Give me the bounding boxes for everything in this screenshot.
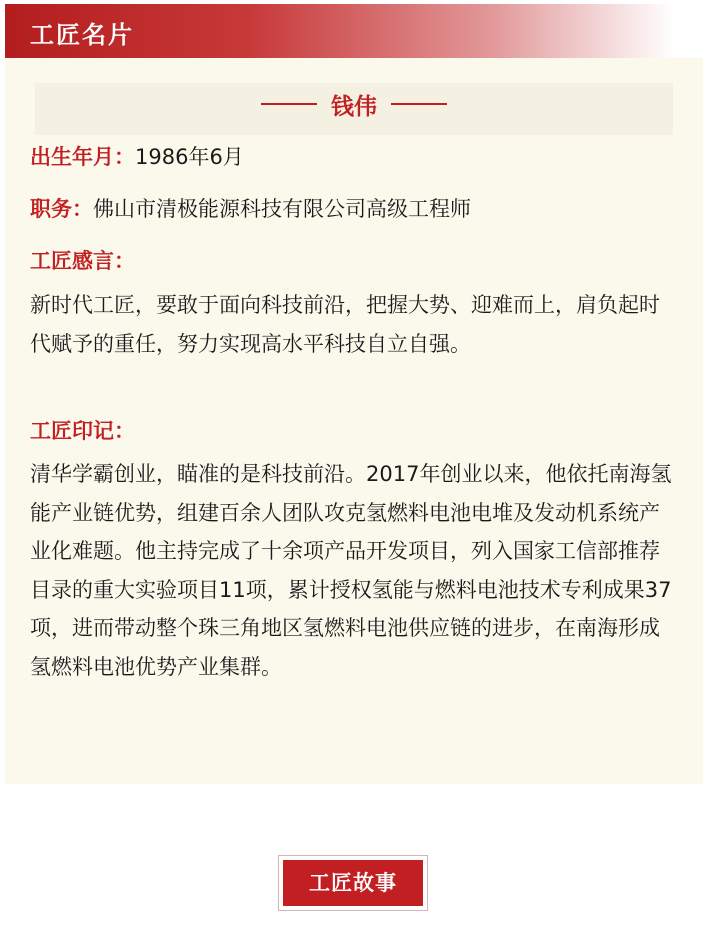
header-banner — [5, 4, 703, 58]
motto-heading — [30, 246, 135, 276]
name-decoration-left — [261, 103, 317, 105]
position-value: 佛山市清极能源科技有限公司高级工程师 — [93, 197, 471, 221]
motto-label: 工匠感言： — [30, 249, 135, 273]
position-label: 职务： — [30, 197, 93, 221]
motto-text: 新时代工匠，要敢于面向科技前沿，把握大势、迎难而上，肩负起时代赋予的重任，努力实现高水平科技自立自强。 — [30, 293, 660, 356]
mark-text: 清华学霸创业，瞄准的是科技前沿。2017年创业以来，他依托南海氢能产业链优势，组建百余人团队攻克氢燃料电池电堆及发动机系统产业化难题。他主持完成了十余项产品开发项目，列入国家工信部推荐目录的重大实验项目11项，累计授权氢能与燃料电池技术专利成果37项，进而带动整个珠三角地区氢燃料电池供应链的进步，在南海形成氢燃料电池优势产业集群。 — [30, 462, 672, 679]
header-title: 工匠名片 — [30, 21, 134, 49]
birth-value: 1986年6月 — [135, 145, 244, 169]
birth-row — [30, 142, 244, 172]
name-decoration-right — [391, 103, 447, 105]
birth-label: 出生年月： — [30, 145, 135, 169]
position-row — [30, 194, 471, 224]
mark-label: 工匠印记： — [30, 419, 135, 443]
person-name: 钱伟 — [331, 94, 377, 120]
story-button[interactable]: 工匠故事 — [283, 860, 423, 906]
story-button-frame — [278, 855, 428, 911]
mark-heading — [30, 416, 135, 446]
